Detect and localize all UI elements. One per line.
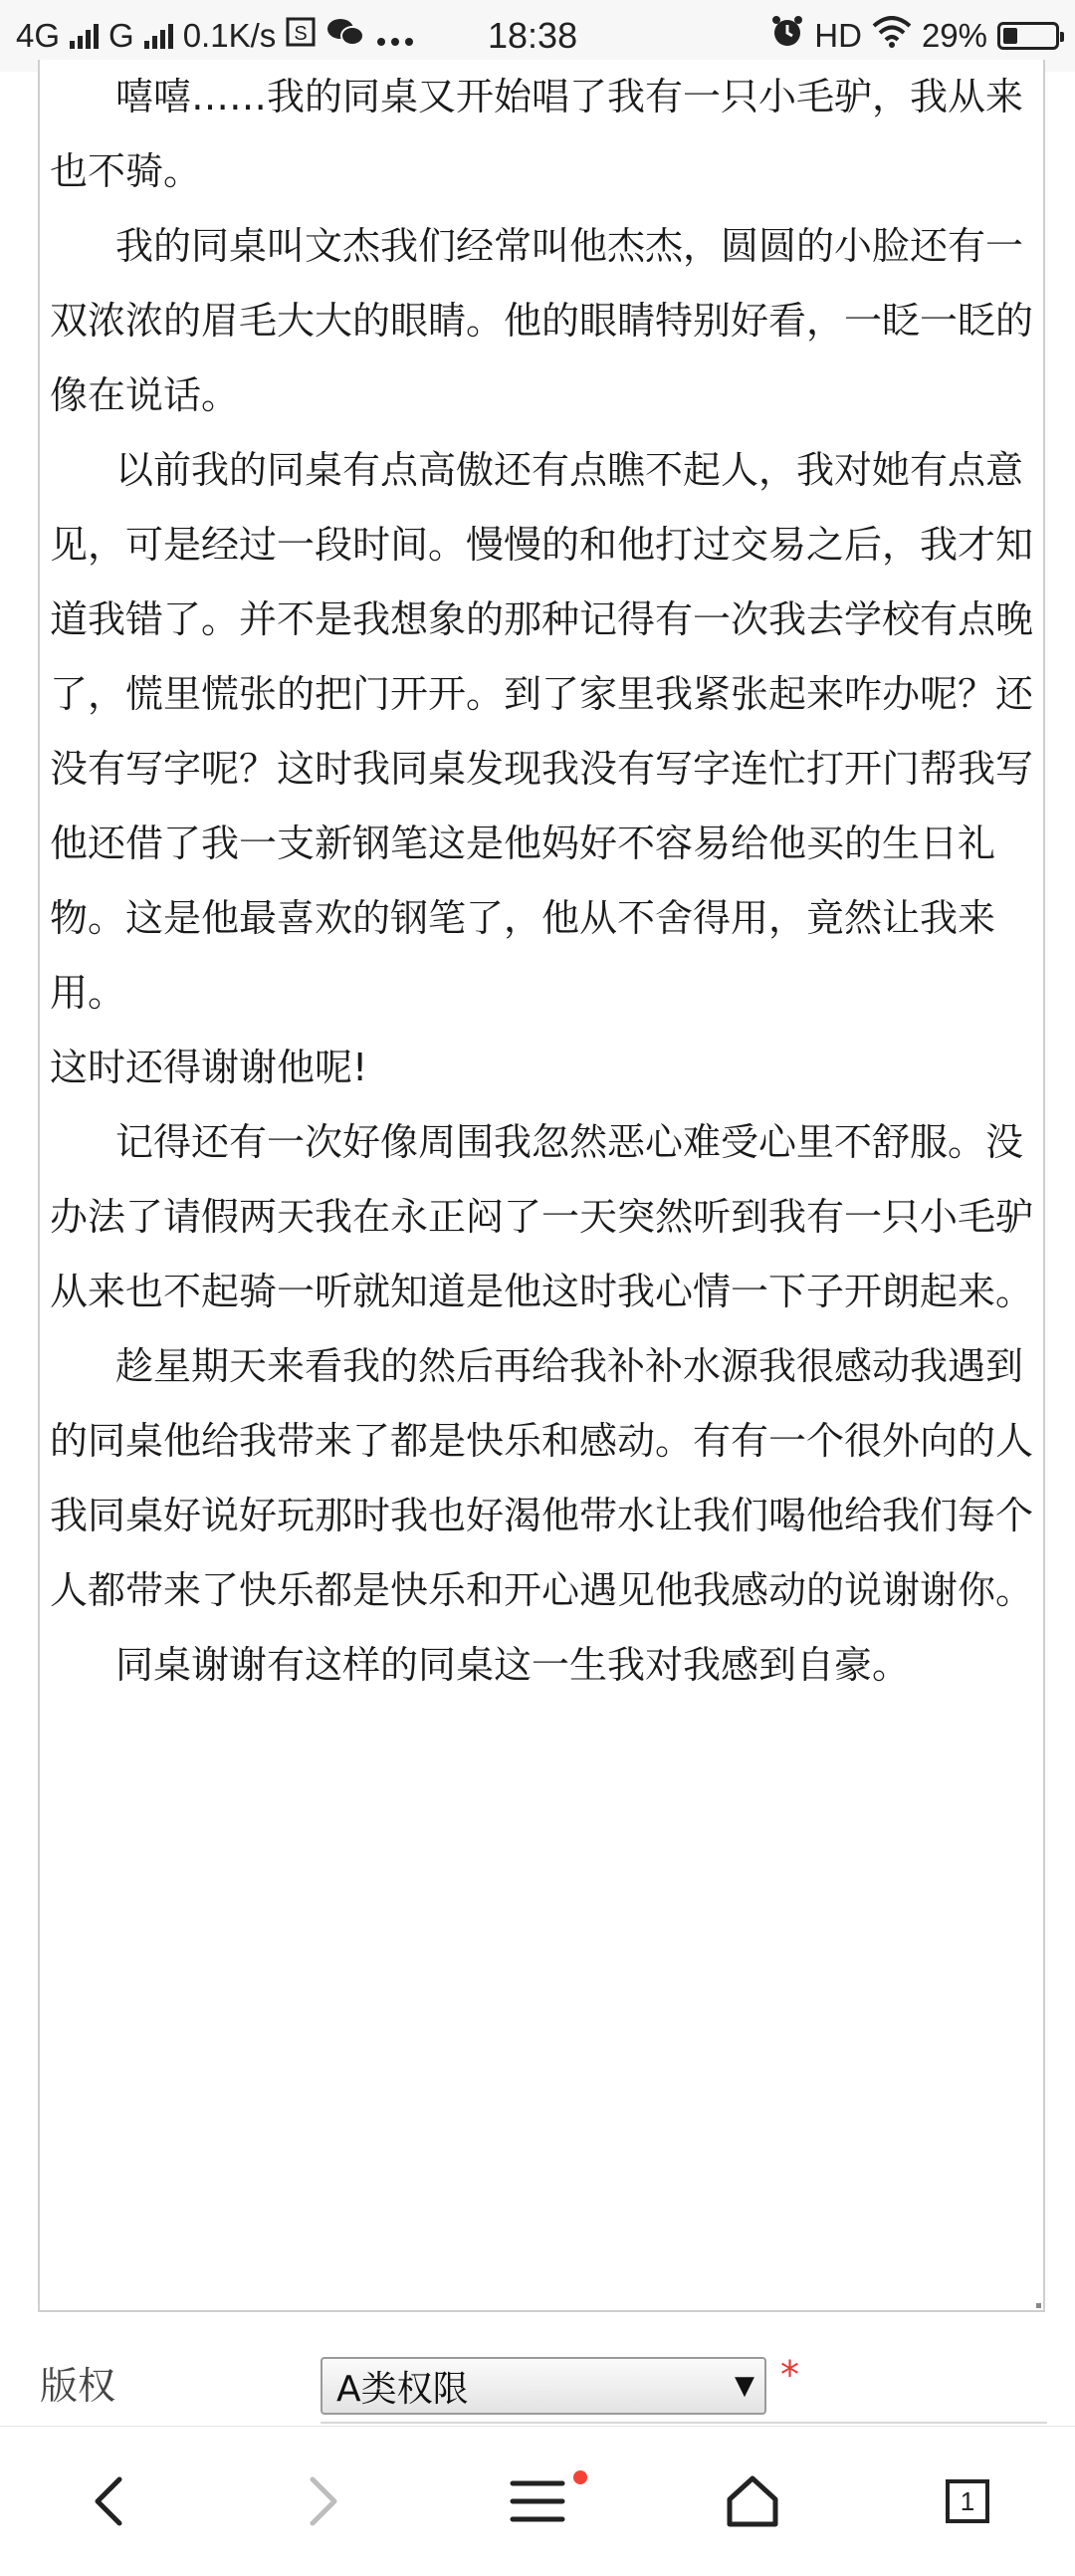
- more-dots-icon: [375, 17, 415, 55]
- menu-icon: [510, 2477, 565, 2525]
- chevron-right-icon: [303, 2473, 342, 2529]
- copyright-row: [0, 2335, 1075, 2425]
- clock: 18:38: [488, 15, 578, 56]
- paragraph: 嘻嘻……我的同桌又开始唱了我有一只小毛驴，我从来 也不骑。: [50, 75, 1024, 193]
- network-speed: 0.1K/s: [182, 17, 277, 54]
- paragraph: 以前我的同桌有点高傲还有点瞧不起人，我对她有点意见，可是经过一段时间。慢慢的和他打过交易之后，我才知道我错了。并不是我想象的那种记得有一次我去学校有点晚了，慌里慌张的把门开开。到了家里我紧张起来咋办呢？还没有写字呢？这时我同桌发现我没有写字连忙打开门帮我写他还借了我一支新钢笔这是他妈好不容易给他买的生日礼物。这是他最喜欢的钢笔了，他从不舍得用，竟然让我来用。: [50, 448, 1034, 1015]
- back-button[interactable]: [50, 2427, 169, 2576]
- wifi-icon: [872, 16, 912, 56]
- network-type-4g: 4G: [16, 17, 61, 54]
- notification-dot: [573, 2470, 587, 2484]
- forward-button[interactable]: [263, 2427, 382, 2576]
- required-mark: *: [780, 2353, 799, 2397]
- copyright-select[interactable]: [321, 2357, 766, 2415]
- signal-icon: [144, 23, 173, 49]
- battery-icon: [997, 22, 1059, 50]
- chevron-left-icon: [90, 2473, 129, 2529]
- copyright-select-value: A类权限: [336, 2368, 469, 2410]
- home-button[interactable]: [693, 2427, 812, 2576]
- svg-text:S: S: [294, 23, 308, 45]
- article-textarea[interactable]: [38, 60, 1045, 2312]
- alarm-icon: [770, 15, 804, 57]
- paragraph: 记得还有一次好像周围我忽然恶心难受心里不舒服。没办法了请假两天我在永正闷了一天突然听到我有一只小毛驴从来也不起骑一听就知道是他这时我心情一下子开朗起来。: [50, 1120, 1034, 1313]
- wechat-icon: [325, 16, 365, 56]
- paragraph: 我的同桌叫文杰我们经常叫他杰杰，圆圆的小脸还有一双浓浓的眉毛大大的眼睛。他的眼睛特别好看，一眨一眨的像在说话。: [50, 224, 1034, 417]
- home-icon: [725, 2473, 780, 2529]
- network-type-g: G: [108, 17, 134, 54]
- dropdown-arrow-icon: ▼: [735, 2371, 754, 2401]
- battery-percent: 29%: [921, 17, 987, 54]
- paragraph: 同桌谢谢有这样的同桌这一生我对我感到自豪。: [115, 1643, 911, 1687]
- tab-count: 1: [946, 2479, 989, 2523]
- hd-label: HD: [814, 17, 862, 54]
- menu-button[interactable]: [478, 2427, 597, 2576]
- copyright-label: 版权: [40, 2364, 116, 2408]
- resize-handle[interactable]: [1031, 2298, 1041, 2308]
- paragraph: 这时还得谢谢他呢!: [50, 1046, 368, 1089]
- tabs-button[interactable]: [908, 2427, 1027, 2576]
- browser-bottom-nav: [0, 2426, 1075, 2576]
- divider: [321, 2422, 1047, 2424]
- s-app-icon: [286, 17, 316, 55]
- paragraph: 趁星期天来看我的然后再给我补补水源我很感动我遇到的同桌他给我带来了都是快乐和感动。有有一个很外向的人我同桌好说好玩那时我也好渴他带水让我们喝他给我们每个人都带来了快乐都是快乐和开心遇见他我感动的说谢谢你。: [50, 1344, 1034, 1612]
- signal-icon: [70, 23, 99, 49]
